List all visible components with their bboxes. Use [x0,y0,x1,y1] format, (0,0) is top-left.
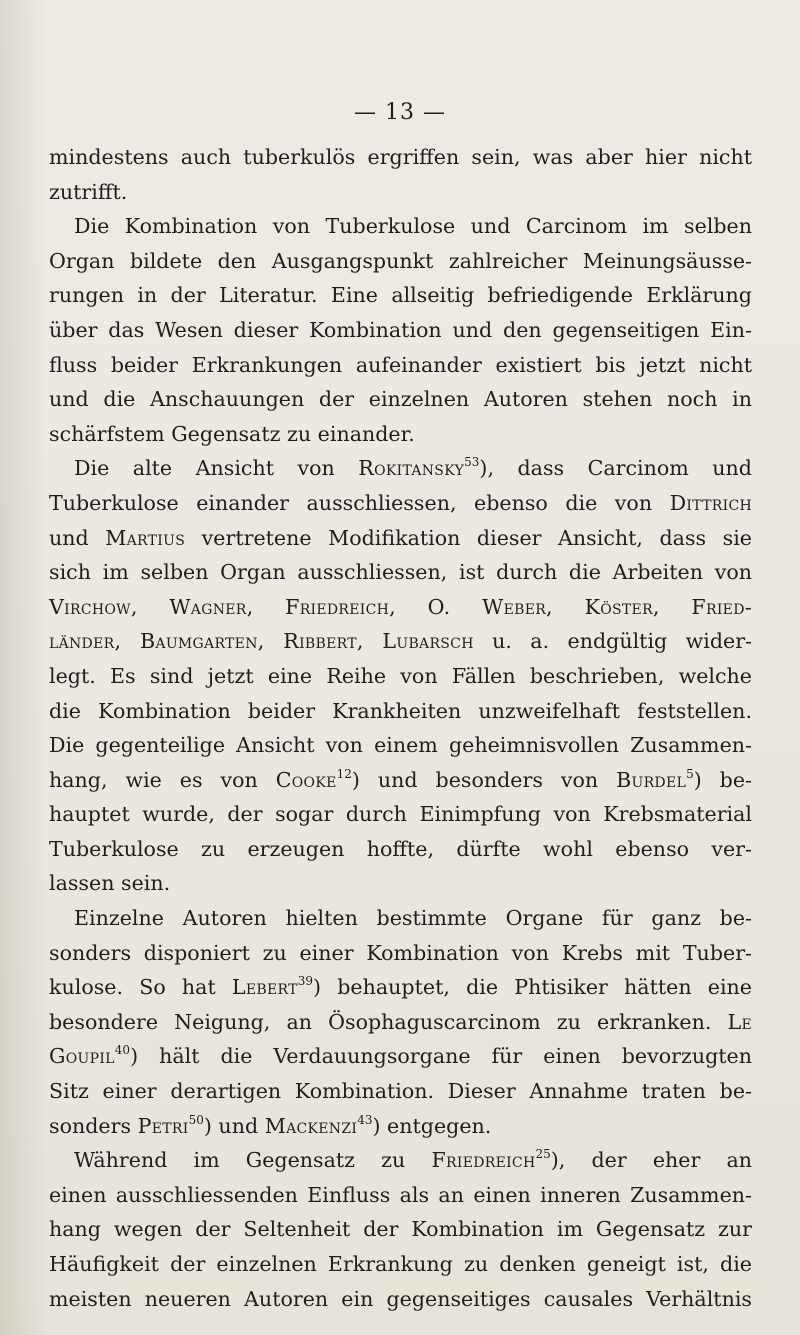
line-text: sonders [49,1113,138,1138]
text-line [49,936,752,971]
author-name: länder, Baumgarten, Ribbert, Lubarsch [49,629,474,654]
reference-number: 5 [686,766,694,781]
line-text: ) entgegen. [372,1113,492,1138]
text-line [49,1212,752,1247]
line-text: rungen in der Literatur. Eine allseitig befriedigende Erklärung [49,283,752,308]
text-line [49,624,752,659]
text-line [49,797,752,832]
author-name: Martius [105,525,186,550]
line-text: kulose. So hat [49,975,232,1000]
text-line [49,382,752,417]
text-line [49,1178,752,1213]
text-line [49,1039,752,1074]
text-line [49,1143,752,1178]
reference-number: 25 [535,1147,551,1162]
line-text: ) hält die Verdauungsorgane für einen bevorzugten [130,1044,752,1069]
text-line [49,313,752,348]
line-text: Die alte Ansicht von [74,456,359,481]
reference-number: 43 [357,1112,373,1127]
line-text: Organ bildete den Ausgangspunkt zahlreicher Meinungsäusse- [49,248,752,273]
line-text: vertretene Modifikation dieser Ansicht, dass sie [185,525,752,550]
line-text: Häufigkeit der einzelnen Erkrankung zu denken geneigt ist, die [49,1252,752,1276]
line-text: sonders disponiert zu einer Kombination von Krebs mit Tuber- [49,940,752,965]
author-name: Le [727,1009,752,1034]
line-text: besondere Neigung, an Ösophaguscarcinom zu erkranken. [49,1009,728,1034]
line-text: Tuberkulose zu erzeugen hoffte, dürfte wohl ebenso ver- [49,836,752,861]
author-name: Virchow, Wagner, Friedreich, O. Weber, Köster, Fried- [49,594,752,619]
author-name: Mackenzi [264,1113,358,1138]
text-line [49,451,752,486]
text-line [49,521,752,556]
reference-number: 53 [464,455,480,470]
line-text: ), der eher an [550,1148,752,1173]
text-line [49,970,752,1005]
text-line [49,728,752,763]
line-text: einen ausschliessenden Einfluss als an einen inneren Zusammen- [49,1182,752,1207]
text-line [49,417,752,452]
text-line [49,590,752,625]
text-line [49,1247,752,1282]
line-text: Die gegenteilige Ansicht von einem geheimnisvollen Zusammen- [49,733,752,758]
line-text: hang wegen der Seltenheit der Kombination im Gegensatz zur [49,1217,752,1242]
text-line [49,348,752,383]
line-text: die Kombination beider Krankheiten unzweifelhaft feststellen. [49,698,752,723]
author-name: Friedreich [431,1148,536,1173]
line-text: ) be- [693,767,753,792]
text-line [49,278,752,313]
author-name: Rokitansky [358,456,465,481]
author-name: Lebert [231,975,298,1000]
text-line [49,140,752,175]
author-name: Burdel [616,767,687,792]
line-text: hang, wie es von [49,767,276,792]
text-line [49,659,752,694]
reference-number: 12 [336,766,352,781]
line-text: u. a. endgültig wider- [473,629,753,654]
text-line [49,1282,752,1317]
author-name: Dittrich [669,490,752,515]
body-text [49,140,752,1316]
author-name: Petri [137,1113,189,1138]
line-text: und die Anschauungen der einzelnen Autoren stehen noch in [49,387,752,412]
author-name: Goupil [49,1044,115,1069]
text-line [49,486,752,521]
text-line [49,244,752,279]
line-text: ) und besonders von [351,767,617,792]
text-line [49,901,752,936]
line-text: Die Kombination von Tuberkulose und Carcinom im selben [74,214,752,239]
text-line [49,555,752,590]
line-text: hauptet wurde, der sogar durch Einimpfung von Krebsmaterial [49,802,752,827]
line-text: Einzelne Autoren hielten bestimmte Organe für ganz be- [74,906,752,931]
reference-number: 50 [188,1112,204,1127]
line-text: fluss beider Erkrankungen aufeinander existiert bis jetzt nicht [49,352,752,377]
text-line [49,175,752,210]
author-name: Cooke [275,767,337,792]
line-text: Sitz einer derartigen Kombination. Dieser Annahme traten be- [49,1079,752,1104]
line-text: über das Wesen dieser Kombination und den gegenseitigen Ein- [49,317,752,342]
line-text: und [49,525,106,550]
line-text: mindestens auch tuberkulös ergriffen sein, was aber hier nicht [49,145,752,169]
line-text: Während im Gegensatz zu [74,1148,432,1173]
text-line [49,1109,752,1144]
line-text: ), dass Carcinom und [479,456,752,481]
reference-number: 40 [114,1043,131,1058]
text-line [49,209,752,244]
line-text: schärfstem Gegensatz zu einander. [49,421,415,446]
text-line [49,832,752,867]
line-text: sich im selben Organ ausschliessen, ist durch die Arbeiten von [49,560,752,585]
text-line [49,763,752,798]
line-text: legt. Es sind jetzt eine Reihe von Fällen beschrieben, welche [49,663,752,688]
text-line [49,1005,752,1040]
page-number: — 13 — [354,100,446,125]
text-line [49,1074,752,1109]
line-text: Tuberkulose einander ausschliessen, ebenso die von [49,490,670,515]
line-text: ) und [203,1113,265,1138]
line-text: lassen sein. [49,871,171,896]
text-line [49,866,752,901]
line-text: zutrifft. [49,179,128,204]
line-text: meisten neueren Autoren ein gegenseitiges causales Verhältnis [49,1286,752,1311]
line-text: ) behauptet, die Phtisiker hätten eine [313,975,752,1000]
text-line [49,694,752,729]
reference-number: 39 [297,974,314,989]
